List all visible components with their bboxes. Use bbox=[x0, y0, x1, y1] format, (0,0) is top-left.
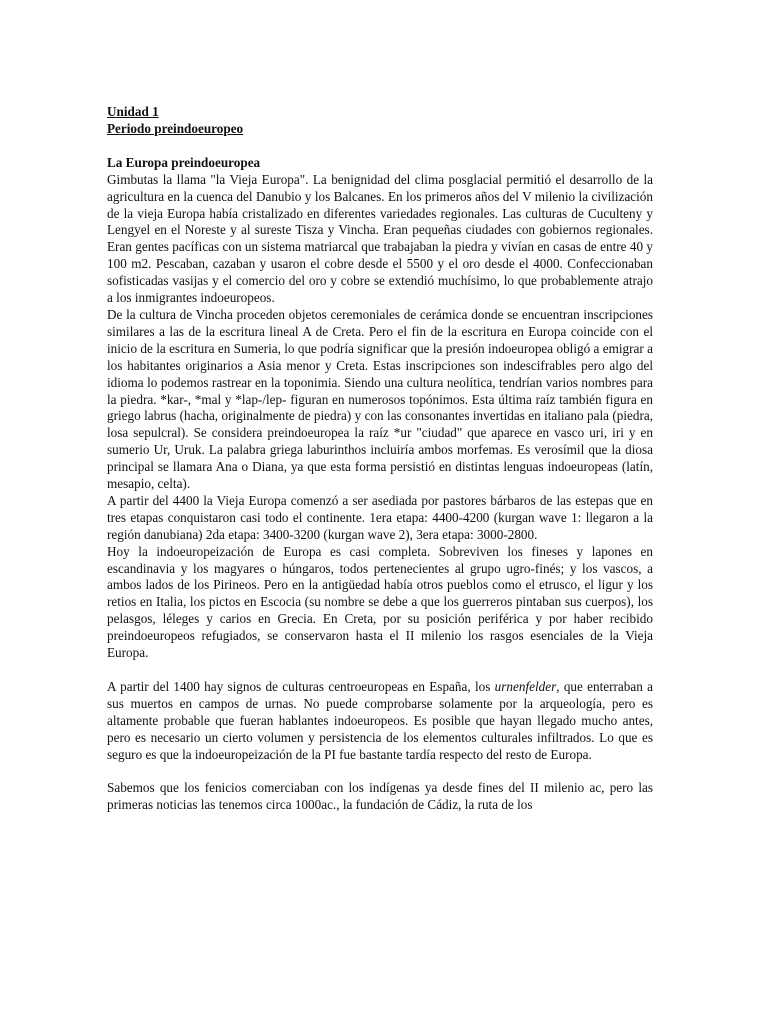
paragraph-fenicios: Sabemos que los fenicios comerciaban con los indígenas ya desde fines del II milenio ac, pero las primeras noticias las tenemos circa 1000ac., la fundación de Cádiz, la ruta de los bbox=[107, 780, 653, 813]
urnenfelder-text-start: A partir del 1400 hay signos de culturas centroeuropeas en España, los bbox=[107, 678, 495, 694]
document-body bbox=[107, 104, 653, 814]
unit-title: Unidad 1 bbox=[107, 104, 159, 119]
paragraph-vincha: De la cultura de Vincha proceden objetos ceremoniales de cerámica donde se encuentran inscripciones similares a las de la escritura lineal A de Creta. Pero el fin de la escritura en Europa coincide con el inicio de la escritura en Sumeria, lo que podría significar que la presión indoeuropea obligó a emigrar a los habitantes originarios a Asia menor y Creta. Estas inscripciones son indescifrables pero algo del idioma lo podemos rastrear en la toponimia. Siendo una cultura neolítica, tendrían varios nombres para la piedra. *kar-, *mal y *lap-/lep- figuran en numerosos topónimos. Esta última raíz también figura en griego labrus (hacha, originalmente de piedra) y con las consonantes invertidas en italiano pala (piedra, losa sepulcral). Se considera preindoeuropea la raíz *ur "ciudad" que aparece en vasco uri, iri y en sumerio Ur, Uruk. La palabra griega laburinthos incluiría ambos morfemas. Es verosímil que la diosa principal se llamara Ana o Diana, ya que esta forma persistió en distintas lenguas indoeuropeas (latín, mesapio, celta). bbox=[107, 306, 653, 492]
section-title: La Europa preindoeuropea bbox=[107, 154, 261, 170]
paragraph-indoeuropeizacion: Hoy la indoeuropeización de Europa es casi completa. Sobreviven los fineses y lapones en escandinavia y los magyares o húngaros, todos pertenecientes al grupo ugro-finés; y los vascos, a ambos lados de los Pirineos. Pero en la antigüedad había otros pueblos como el etrusco, el ligur y los retios en Italia, los pictos en Escocia (su nombre se debe a que los guerreros pintaban sus cuerpos), los pelasgos, léleges y carios en Grecia. En Creta, por su posición periférica y por haber recibido preindoeuropeos refugiados, se conservaron hasta el II milenio los rasgos esenciales de la Vieja Europa. bbox=[107, 543, 653, 661]
period-title: Periodo preindoeuropeo bbox=[107, 120, 244, 136]
paragraph-vieja-europa: Gimbutas la llama "la Vieja Europa". La benignidad del clima posglacial permitió el desarrollo de la agricultura en la cuenca del Danubio y los Balcanes. En los primeros años del V milenio la civilización de la vieja Europa había cristalizado en diferentes variedades regionales. Las culturas de Cuculteny y Lengyel en el Noreste y al sureste Tisza y Vincha. Eran pequeñas ciudades con gobiernos regionales. Eran gentes pacíficas con un sistema matriarcal que trabajaban la piedra y vivían en casas de entre 40 y 100 m2. Pescaban, cazaban y usaron el cobre desde el 5500 y el oro desde el 4000. Confeccionaban sofisticadas vasijas y el comercio del oro y cobre se extendió muchísimo, lo que probablemente atrajo a los inmigrantes indoeuropeos. bbox=[107, 171, 653, 306]
paragraph-urnenfelder bbox=[107, 679, 653, 764]
paragraph-kurgan: A partir del 4400 la Vieja Europa comenzó a ser asediada por pastores bárbaros de las estepas que en tres etapas conquistaron casi todo el continente. 1era etapa: 4400-4200 (kurgan wave 1: llegaron a la región danubiana) 2da etapa: 3400-3200 (kurgan wave 2), 3era etapa: 3000-2800. bbox=[107, 492, 653, 542]
urnenfelder-term: urnenfelder bbox=[494, 678, 557, 694]
urnenfelder-text-end: , que enterraban a sus muertos en campos de urnas. No puede comprobarse solamente por la arqueología, pero es altamente probable que fueran hablantes indoeuropeos. Es posible que hayan llegado mucho antes, pero es necesario un cierto volumen y persistencia de los elementos culturales infiltrados. Lo que es seguro es que la indoeuropeización de la PI fue bastante tardía respecto del resto de Europa. bbox=[107, 678, 653, 762]
